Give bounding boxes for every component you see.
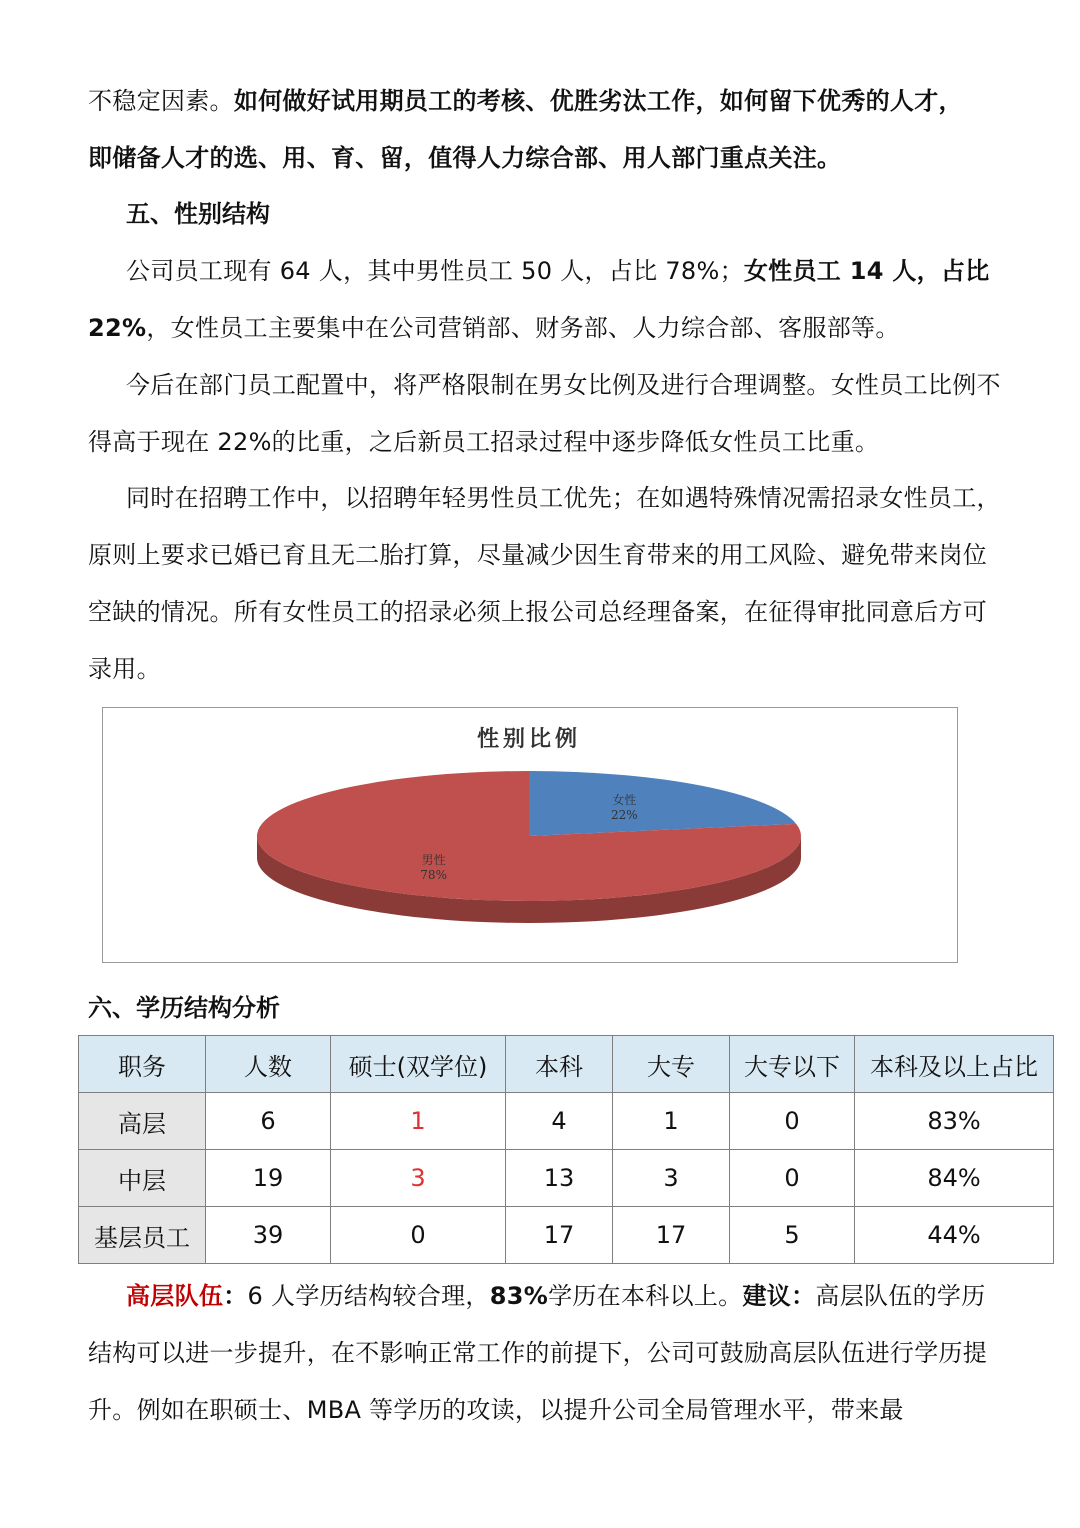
section6-analysis bbox=[88, 1268, 1003, 1439]
chart-title: 性别比例 bbox=[476, 726, 582, 752]
header-below-college: 大专以下 bbox=[730, 1036, 855, 1093]
p1-rest-text: ，女性员工主要集中在公司营销部、财务部、人力综合部、客服部等。 bbox=[146, 314, 900, 342]
section6-heading: 六、学历结构分析 bbox=[88, 994, 280, 1022]
pie-chart-svg bbox=[103, 708, 956, 961]
section5-heading: 五、性别结构 bbox=[126, 200, 270, 228]
header-count: 人数 bbox=[206, 1036, 331, 1093]
cell-position: 中层 bbox=[79, 1150, 206, 1207]
header-college: 大专 bbox=[613, 1036, 730, 1093]
table-row bbox=[79, 1093, 1054, 1150]
section5-paragraph-2: 今后在部门员工配置中，将严格限制在男女比例及进行合理调整。女性员工比例不得高于现在 22%的比重，之后新员工招录过程中逐步降低女性员工比重。 bbox=[88, 371, 1001, 456]
analysis-text-2: 学历在本科以上。 bbox=[548, 1282, 743, 1310]
p1-bold-text: 女性员工 14 人，占比 22% bbox=[88, 257, 990, 342]
header-bachelor: 本科 bbox=[506, 1036, 613, 1093]
cell-ratio: 83% bbox=[855, 1093, 1054, 1150]
cell-college: 1 bbox=[613, 1093, 730, 1150]
education-table bbox=[78, 1035, 1054, 1264]
cell-bachelor: 13 bbox=[506, 1150, 613, 1207]
analysis-label: 高层队伍 bbox=[126, 1282, 224, 1310]
cell-count: 6 bbox=[206, 1093, 331, 1150]
cell-below-college: 5 bbox=[730, 1207, 855, 1264]
cell-bachelor: 17 bbox=[506, 1207, 613, 1264]
cell-ratio: 44% bbox=[855, 1207, 1054, 1264]
cell-master: 1 bbox=[331, 1093, 506, 1150]
pie-label-percent: 22% bbox=[611, 807, 638, 822]
cell-below-college: 0 bbox=[730, 1093, 855, 1150]
intro-text: 不稳定因素。 bbox=[88, 87, 234, 115]
cell-count: 19 bbox=[206, 1150, 331, 1207]
cell-bachelor: 4 bbox=[506, 1093, 613, 1150]
analysis-bold-percent: 83% bbox=[489, 1282, 549, 1310]
cell-position: 高层 bbox=[79, 1093, 206, 1150]
cell-master: 3 bbox=[331, 1150, 506, 1207]
analysis-suggestion-label: 建议： bbox=[742, 1282, 816, 1310]
intro-bold-text: 如何做好试用期员工的考核、优胜劣汰工作，如何留下优秀的人才， bbox=[233, 87, 963, 115]
pie-label-category: 男性 bbox=[421, 853, 446, 868]
cell-college: 17 bbox=[613, 1207, 730, 1264]
pie-label-category: 女性 bbox=[612, 792, 637, 807]
cell-position: 基层员工 bbox=[79, 1207, 206, 1264]
cell-below-college: 0 bbox=[730, 1150, 855, 1207]
intro-bold-text-2: 即储备人才的选、用、育、留，值得人力综合部、用人部门重点关注。 bbox=[88, 144, 842, 172]
cell-college: 3 bbox=[613, 1150, 730, 1207]
analysis-text-1: 6 人学历结构较合理， bbox=[247, 1282, 490, 1310]
header-position: 职务 bbox=[79, 1036, 206, 1093]
section5-paragraph-3: 同时在招聘工作中，以招聘年轻男性员工优先；在如遇特殊情况需招录女性员工，原则上要求已婚已育且无二胎打算，尽量减少因生育带来的用工风险、避免带来岗位空缺的情况。所有女性员工的招录必须上报公司总经理备案，在征得审批同意后方可录用。 bbox=[88, 484, 1001, 683]
table-row bbox=[79, 1150, 1054, 1207]
table-row bbox=[79, 1207, 1054, 1264]
table-header-row bbox=[79, 1036, 1054, 1093]
pie-label-percent: 78% bbox=[420, 868, 447, 883]
intro-paragraph bbox=[88, 73, 1003, 187]
analysis-colon: ： bbox=[223, 1282, 248, 1310]
p1-text: 公司员工现有 64 人，其中男性员工 50 人，占比 78%； bbox=[126, 257, 744, 285]
cell-count: 39 bbox=[206, 1207, 331, 1264]
section5-paragraph-1 bbox=[88, 243, 1003, 357]
gender-pie-chart bbox=[102, 707, 958, 963]
header-master: 硕士(双学位) bbox=[331, 1036, 506, 1093]
cell-ratio: 84% bbox=[855, 1150, 1054, 1207]
cell-master: 0 bbox=[331, 1207, 506, 1264]
analysis-text-3: 高层队伍的学历结构可以进一步提升，在不影响正常工作的前提下，公司可鼓励高层队伍进行学历提升。例如在职硕士、MBA 等学历的攻读，以提升公司全局管理水平，带来最 bbox=[88, 1282, 988, 1424]
header-bachelor-ratio: 本科及以上占比 bbox=[855, 1036, 1054, 1093]
